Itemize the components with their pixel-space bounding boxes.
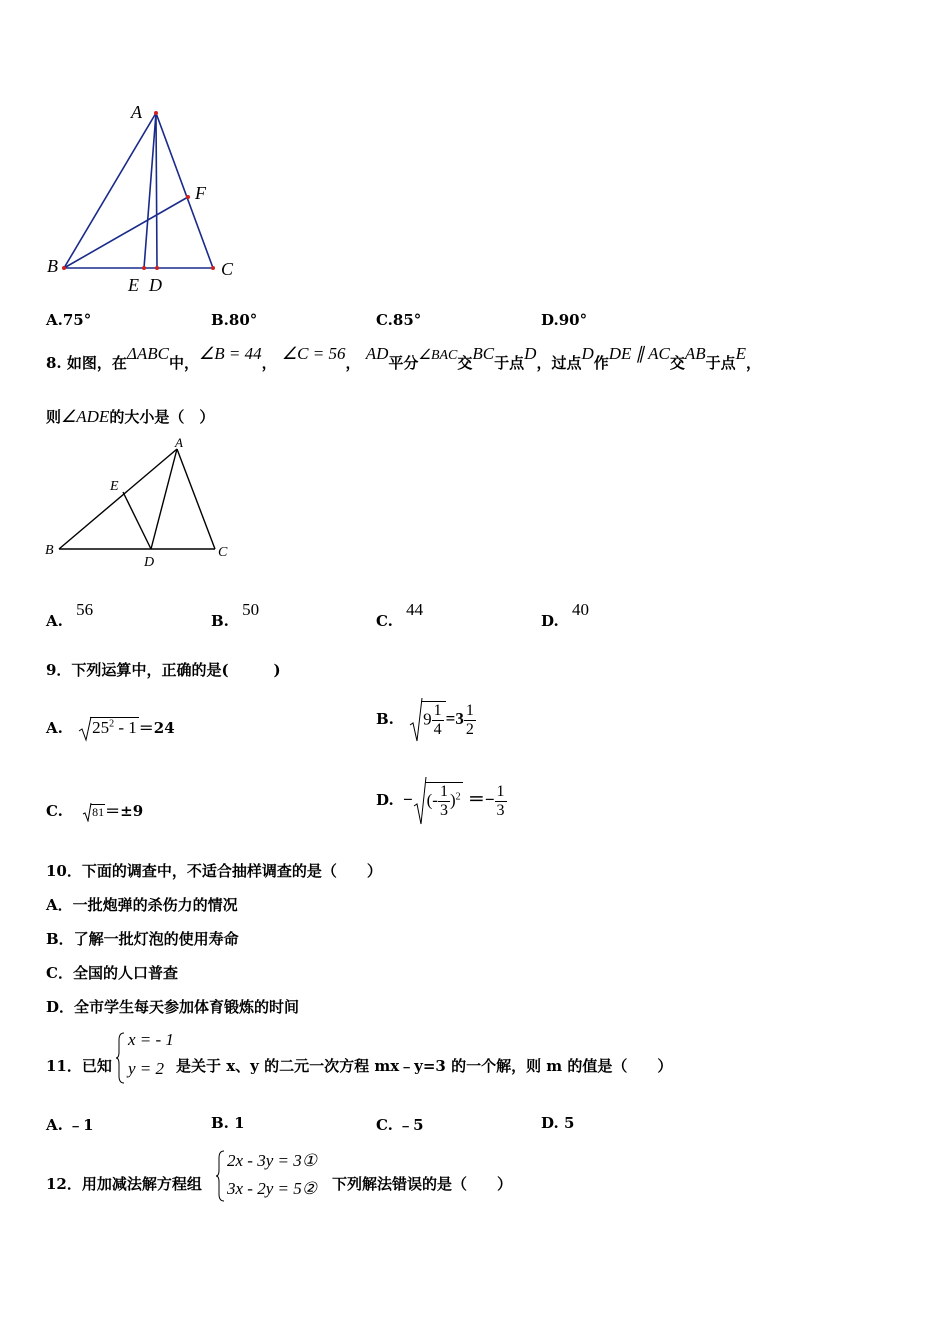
label-B: B xyxy=(47,256,58,276)
q7-option-d[interactable]: D.90° xyxy=(541,311,588,329)
label-F: F xyxy=(195,183,206,203)
q7-option-a[interactable]: A.75° xyxy=(46,311,92,329)
figure-1-triangle xyxy=(40,95,260,300)
q10-stem: 10．下面的调查中，不适合抽样调查的是（ ） xyxy=(46,862,382,880)
segment-AE xyxy=(144,113,156,268)
q7-option-c[interactable]: C.85° xyxy=(376,311,422,329)
q11-option-a[interactable]: A. ﹣1 xyxy=(46,1116,94,1134)
point-F-dot xyxy=(186,195,190,199)
q10-option-d[interactable]: D．全市学生每天参加体育锻炼的时间 xyxy=(46,998,300,1016)
label-A: A xyxy=(175,435,183,450)
point-D-dot xyxy=(155,266,159,270)
point-C-dot xyxy=(211,266,215,270)
q9-option-c[interactable]: C. 81＝±9 xyxy=(46,802,144,820)
point-A-dot xyxy=(154,111,158,115)
q11-option-d[interactable]: D. 5 xyxy=(541,1114,575,1132)
edge-AC xyxy=(177,449,215,549)
edge-AB xyxy=(59,449,177,549)
q11-option-b[interactable]: B. 1 xyxy=(211,1114,245,1132)
segment-AD xyxy=(151,449,177,549)
label-D: D xyxy=(149,275,162,295)
segment-AD xyxy=(156,113,157,268)
label-E: E xyxy=(128,275,139,295)
q8-stem-line2: 则∠ADE的大小是（ ） xyxy=(46,407,215,426)
edge-AB xyxy=(64,113,156,268)
point-E-dot xyxy=(142,266,146,270)
q9-option-d[interactable]: D. − (- $\frac{1}{3}$ )$^2$ ＝− $\frac{1}{3}$ xyxy=(376,776,507,826)
q10-option-a[interactable]: A．一批炮弹的杀伤力的情况 xyxy=(46,896,238,914)
q8-option-a[interactable]: A. 56 xyxy=(46,600,94,630)
q8-option-d[interactable]: D. 40 xyxy=(541,600,589,630)
q7-option-b[interactable]: B.80° xyxy=(211,311,258,329)
q10-option-c[interactable]: C．全国的人口普查 xyxy=(46,964,178,982)
label-E: E xyxy=(110,479,119,494)
segment-BF xyxy=(64,197,188,268)
left-brace-icon xyxy=(216,1150,226,1202)
label-A: A xyxy=(131,102,142,122)
q8-stem-line1: 8. 如图，在ΔABC中，∠B = 44， ∠C = 56， AD平分∠BAC交BC于点D，过点D作DE ∥ AC交AB于点E， xyxy=(46,344,762,372)
label-D: D xyxy=(144,555,155,570)
q11-stem: 11．已知 x = - 1 y = 2 是关于 x、y 的二元一次方程 mx﹣y=3 的一个解，则 m 的值是（ ） xyxy=(46,1030,112,1086)
label-B: B xyxy=(45,543,54,558)
q11-option-c[interactable]: C. ﹣5 xyxy=(376,1116,424,1134)
left-brace-icon xyxy=(116,1032,126,1084)
point-B-dot xyxy=(62,266,66,270)
q8-option-c[interactable]: C. 44 xyxy=(376,600,424,630)
q10-option-b[interactable]: B．了解一批灯泡的使用寿命 xyxy=(46,930,239,948)
q9-stem: 9．下列运算中，正确的是( ) xyxy=(46,661,281,679)
q9-option-b[interactable]: B. 9 $\frac{1}{4}$ =3 $\frac{1}{2}$ xyxy=(376,697,476,743)
q8-option-b[interactable]: B. 50 xyxy=(211,600,260,630)
q12-stem: 12．用加减法解方程组 2x - 3y = 3① 3x - 2y = 5② 下列解法错误的是（ ） xyxy=(46,1148,202,1204)
q9-option-a[interactable]: A. $25^2 - 1 =24$ xyxy=(46,716,175,742)
segment-DE xyxy=(123,492,151,549)
label-C: C xyxy=(221,259,234,279)
figure-2-triangle xyxy=(40,435,240,575)
label-C: C xyxy=(218,545,228,560)
